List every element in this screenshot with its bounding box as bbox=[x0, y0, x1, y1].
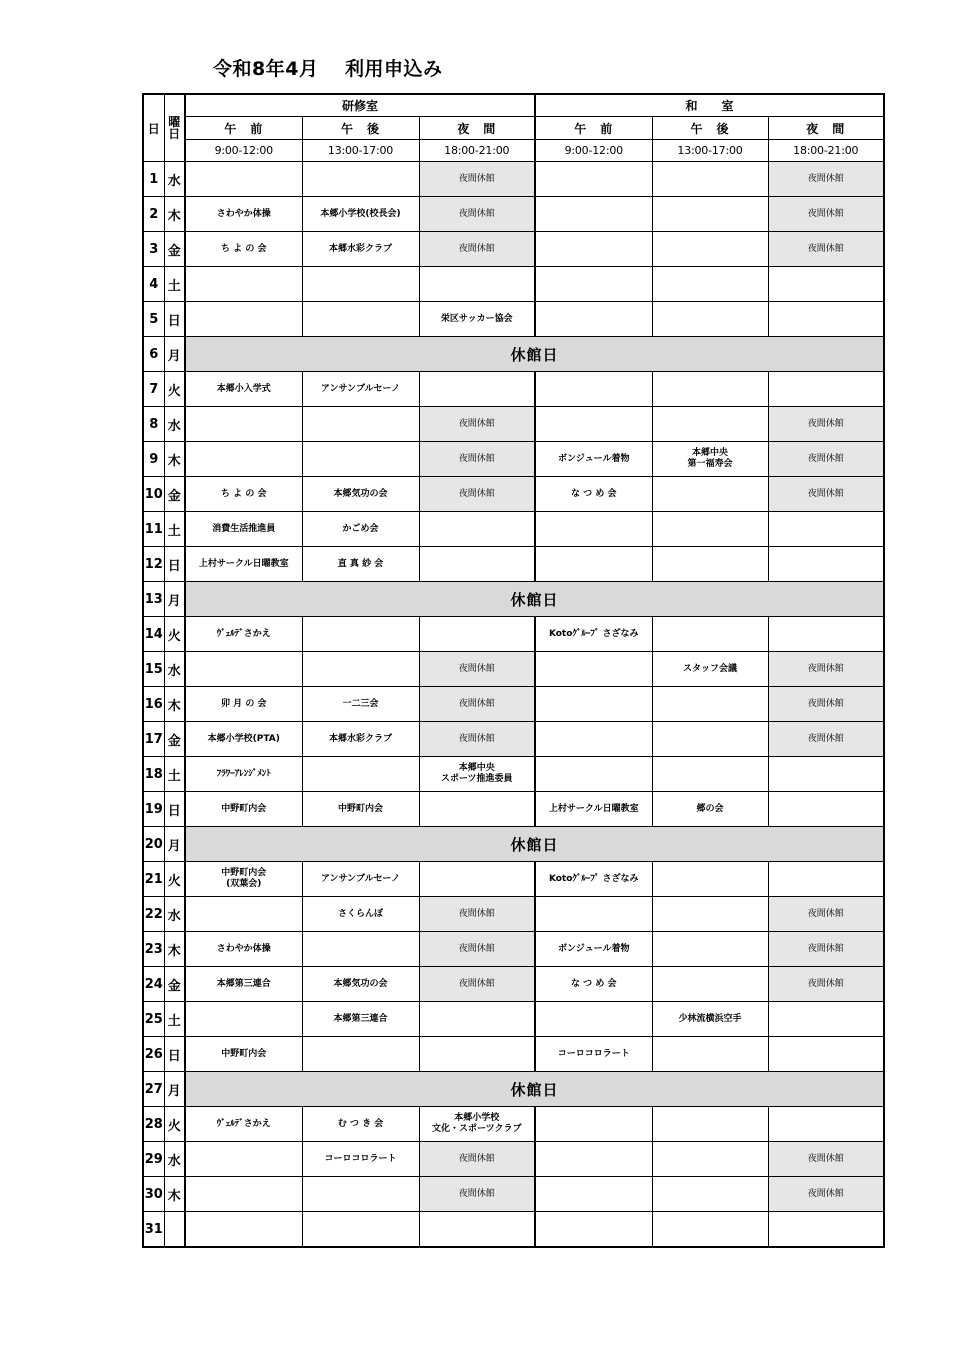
booking-cell bbox=[419, 267, 535, 302]
night-closed-cell: 夜間休館 bbox=[419, 232, 535, 267]
table-row bbox=[143, 1107, 884, 1142]
booking-cell bbox=[768, 617, 884, 652]
booking-cell bbox=[535, 407, 652, 442]
booking-cell bbox=[185, 1142, 302, 1177]
table-row bbox=[143, 232, 884, 267]
booking-cell bbox=[535, 1002, 652, 1037]
day-number: 3 bbox=[143, 232, 164, 267]
night-closed-cell: 夜間休館 bbox=[768, 1177, 884, 1212]
booking-cell bbox=[419, 617, 535, 652]
table-row bbox=[143, 1177, 884, 1212]
day-of-week: 水 bbox=[164, 1142, 185, 1177]
day-of-week: 土 bbox=[164, 267, 185, 302]
slot-header: 午 前 bbox=[185, 117, 302, 140]
booking-cell bbox=[652, 757, 768, 792]
booking-cell: コーロコロラート bbox=[302, 1142, 419, 1177]
day-of-week: 月 bbox=[164, 827, 185, 862]
booking-cell bbox=[419, 372, 535, 407]
booking-cell bbox=[768, 372, 884, 407]
slot-header: 午 後 bbox=[302, 117, 419, 140]
booking-cell bbox=[419, 792, 535, 827]
night-closed-cell: 夜間休館 bbox=[419, 442, 535, 477]
night-closed-cell: 夜間休館 bbox=[419, 687, 535, 722]
booking-cell bbox=[419, 547, 535, 582]
booking-cell bbox=[535, 232, 652, 267]
night-closed-cell: 夜間休館 bbox=[419, 197, 535, 232]
booking-cell bbox=[768, 267, 884, 302]
day-number: 26 bbox=[143, 1037, 164, 1072]
day-of-week bbox=[164, 1212, 185, 1248]
day-of-week: 土 bbox=[164, 512, 185, 547]
booking-cell: かごめ会 bbox=[302, 512, 419, 547]
night-closed-cell: 夜間休館 bbox=[768, 232, 884, 267]
table-row bbox=[143, 932, 884, 967]
booking-cell bbox=[768, 1107, 884, 1142]
booking-cell bbox=[419, 1037, 535, 1072]
header-dow-label: 曜日 bbox=[168, 115, 181, 141]
night-closed-cell: 夜間休館 bbox=[419, 967, 535, 1002]
booking-cell: スタッフ会議 bbox=[652, 652, 768, 687]
booking-cell bbox=[768, 1037, 884, 1072]
booking-cell: 本郷気功の会 bbox=[302, 477, 419, 512]
booking-cell bbox=[652, 302, 768, 337]
booking-cell bbox=[768, 547, 884, 582]
time-header: 18:00-21:00 bbox=[768, 140, 884, 162]
booking-cell: 中野町内会 bbox=[185, 1037, 302, 1072]
booking-cell: さわやか体操 bbox=[185, 932, 302, 967]
booking-cell: コーロコロラート bbox=[535, 1037, 652, 1072]
booking-cell bbox=[652, 1177, 768, 1212]
schedule-table bbox=[142, 93, 885, 1248]
night-closed-cell: 夜間休館 bbox=[768, 197, 884, 232]
day-of-week: 水 bbox=[164, 162, 185, 197]
booking-cell: 本郷水彩クラブ bbox=[302, 232, 419, 267]
day-number: 23 bbox=[143, 932, 164, 967]
day-of-week: 金 bbox=[164, 477, 185, 512]
booking-cell bbox=[652, 407, 768, 442]
day-number: 5 bbox=[143, 302, 164, 337]
booking-cell bbox=[535, 757, 652, 792]
booking-cell: ｳﾞｪﾙﾃﾞさかえ bbox=[185, 1107, 302, 1142]
header-dow bbox=[164, 94, 185, 162]
booking-cell bbox=[535, 547, 652, 582]
booking-cell bbox=[652, 862, 768, 897]
booking-cell bbox=[185, 897, 302, 932]
booking-cell bbox=[652, 197, 768, 232]
booking-cell bbox=[185, 407, 302, 442]
night-closed-cell: 夜間休館 bbox=[419, 162, 535, 197]
time-header: 9:00-12:00 bbox=[185, 140, 302, 162]
booking-cell: 本郷小入学式 bbox=[185, 372, 302, 407]
page-title: 令和8年4月 利用申込み bbox=[213, 58, 443, 80]
booking-cell bbox=[535, 267, 652, 302]
booking-cell bbox=[185, 1002, 302, 1037]
night-closed-cell: 夜間休館 bbox=[768, 967, 884, 1002]
booking-cell: さくらんぼ bbox=[302, 897, 419, 932]
table-row bbox=[143, 722, 884, 757]
night-closed-cell: 夜間休館 bbox=[768, 442, 884, 477]
booking-cell: な つ め 会 bbox=[535, 477, 652, 512]
table-row bbox=[143, 302, 884, 337]
night-closed-cell: 夜間休館 bbox=[768, 652, 884, 687]
day-of-week: 木 bbox=[164, 197, 185, 232]
time-header: 9:00-12:00 bbox=[535, 140, 652, 162]
day-of-week: 木 bbox=[164, 442, 185, 477]
night-closed-cell: 夜間休館 bbox=[419, 477, 535, 512]
slot-header: 夜 間 bbox=[419, 117, 535, 140]
table-row bbox=[143, 1002, 884, 1037]
day-of-week: 金 bbox=[164, 232, 185, 267]
booking-cell bbox=[652, 1212, 768, 1248]
booking-cell: 中野町内会 bbox=[185, 792, 302, 827]
booking-cell: 本郷気功の会 bbox=[302, 967, 419, 1002]
day-number: 19 bbox=[143, 792, 164, 827]
day-of-week: 火 bbox=[164, 862, 185, 897]
booking-cell bbox=[419, 862, 535, 897]
booking-cell: 本郷水彩クラブ bbox=[302, 722, 419, 757]
booking-cell bbox=[535, 1142, 652, 1177]
booking-cell bbox=[302, 407, 419, 442]
table-row bbox=[143, 547, 884, 582]
day-number: 22 bbox=[143, 897, 164, 932]
table-row bbox=[143, 1037, 884, 1072]
closed-day-cell: 休館日 bbox=[185, 337, 884, 372]
day-number: 4 bbox=[143, 267, 164, 302]
night-closed-cell: 夜間休館 bbox=[768, 477, 884, 512]
table-row bbox=[143, 337, 884, 372]
table-row bbox=[143, 162, 884, 197]
booking-cell bbox=[652, 267, 768, 302]
booking-cell: 本郷第三連合 bbox=[302, 1002, 419, 1037]
booking-cell bbox=[535, 687, 652, 722]
day-of-week: 月 bbox=[164, 337, 185, 372]
slot-header: 午 前 bbox=[535, 117, 652, 140]
day-of-week: 日 bbox=[164, 547, 185, 582]
day-number: 1 bbox=[143, 162, 164, 197]
table-row bbox=[143, 652, 884, 687]
booking-cell bbox=[652, 967, 768, 1002]
day-number: 29 bbox=[143, 1142, 164, 1177]
booking-cell: 郷の会 bbox=[652, 792, 768, 827]
booking-cell bbox=[768, 302, 884, 337]
day-number: 12 bbox=[143, 547, 164, 582]
table-row bbox=[143, 267, 884, 302]
booking-cell bbox=[535, 1212, 652, 1248]
booking-cell: 本郷第三連合 bbox=[185, 967, 302, 1002]
slot-header: 午 後 bbox=[652, 117, 768, 140]
booking-cell bbox=[185, 1177, 302, 1212]
booking-cell bbox=[302, 267, 419, 302]
booking-cell: ボンジュール着物 bbox=[535, 442, 652, 477]
day-of-week: 土 bbox=[164, 1002, 185, 1037]
table-row bbox=[143, 862, 884, 897]
booking-cell bbox=[302, 442, 419, 477]
day-of-week: 日 bbox=[164, 792, 185, 827]
booking-cell bbox=[535, 197, 652, 232]
booking-cell: 一二三会 bbox=[302, 687, 419, 722]
booking-cell: アンサンブルセーノ bbox=[302, 372, 419, 407]
day-number: 14 bbox=[143, 617, 164, 652]
booking-cell bbox=[535, 1107, 652, 1142]
booking-cell bbox=[302, 162, 419, 197]
booking-cell: な つ め 会 bbox=[535, 967, 652, 1002]
day-of-week: 木 bbox=[164, 932, 185, 967]
room-header-washitsu: 和 室 bbox=[535, 94, 884, 117]
table-row bbox=[143, 687, 884, 722]
booking-cell bbox=[419, 1212, 535, 1248]
day-number: 17 bbox=[143, 722, 164, 757]
table-row bbox=[143, 407, 884, 442]
booking-cell: ﾌﾗﾜｰｱﾚﾝｼﾞﾒﾝﾄ bbox=[185, 757, 302, 792]
day-of-week: 金 bbox=[164, 967, 185, 1002]
night-closed-cell: 夜間休館 bbox=[768, 722, 884, 757]
booking-cell bbox=[652, 477, 768, 512]
night-closed-cell: 夜間休館 bbox=[419, 722, 535, 757]
booking-cell bbox=[652, 1142, 768, 1177]
table-row bbox=[143, 897, 884, 932]
night-closed-cell: 夜間休館 bbox=[768, 162, 884, 197]
day-of-week: 火 bbox=[164, 372, 185, 407]
night-closed-cell: 夜間休館 bbox=[768, 932, 884, 967]
booking-cell: む つ き 会 bbox=[302, 1107, 419, 1142]
booking-cell bbox=[652, 372, 768, 407]
table-row bbox=[143, 442, 884, 477]
day-number: 31 bbox=[143, 1212, 164, 1248]
booking-cell: 中野町内会 (双葉会) bbox=[185, 862, 302, 897]
booking-cell bbox=[768, 792, 884, 827]
booking-cell bbox=[652, 547, 768, 582]
night-closed-cell: 夜間休館 bbox=[419, 897, 535, 932]
day-of-week: 金 bbox=[164, 722, 185, 757]
day-of-week: 水 bbox=[164, 652, 185, 687]
day-of-week: 日 bbox=[164, 302, 185, 337]
booking-cell: 直 真 紗 会 bbox=[302, 547, 419, 582]
day-number: 2 bbox=[143, 197, 164, 232]
day-number: 6 bbox=[143, 337, 164, 372]
night-closed-cell: 夜間休館 bbox=[768, 897, 884, 932]
booking-cell bbox=[535, 652, 652, 687]
table-row bbox=[143, 827, 884, 862]
booking-cell bbox=[302, 302, 419, 337]
header-day: 日 bbox=[143, 94, 164, 162]
booking-cell: 本郷小学校 文化・スポーツクラブ bbox=[419, 1107, 535, 1142]
day-of-week: 火 bbox=[164, 617, 185, 652]
booking-cell bbox=[768, 1002, 884, 1037]
booking-cell: 消費生活推進員 bbox=[185, 512, 302, 547]
table-row bbox=[143, 512, 884, 547]
day-number: 11 bbox=[143, 512, 164, 547]
booking-cell bbox=[535, 897, 652, 932]
day-number: 27 bbox=[143, 1072, 164, 1107]
booking-cell bbox=[302, 757, 419, 792]
booking-cell bbox=[535, 162, 652, 197]
booking-cell bbox=[652, 1037, 768, 1072]
day-number: 25 bbox=[143, 1002, 164, 1037]
booking-cell bbox=[768, 512, 884, 547]
booking-cell: 本郷小学校(校長会) bbox=[302, 197, 419, 232]
booking-cell bbox=[652, 687, 768, 722]
booking-cell bbox=[768, 757, 884, 792]
time-header: 13:00-17:00 bbox=[302, 140, 419, 162]
table-row bbox=[143, 1072, 884, 1107]
booking-cell bbox=[302, 1037, 419, 1072]
booking-cell: 上村サークル日曜教室 bbox=[185, 547, 302, 582]
booking-cell bbox=[652, 232, 768, 267]
booking-cell bbox=[302, 652, 419, 687]
table-row bbox=[143, 477, 884, 512]
booking-cell: さわやか体操 bbox=[185, 197, 302, 232]
night-closed-cell: 夜間休館 bbox=[768, 407, 884, 442]
room-header-kenshu: 研修室 bbox=[185, 94, 535, 117]
booking-cell: 上村サークル日曜教室 bbox=[535, 792, 652, 827]
booking-cell bbox=[185, 162, 302, 197]
booking-cell: 本郷小学校(PTA) bbox=[185, 722, 302, 757]
night-closed-cell: 夜間休館 bbox=[419, 1142, 535, 1177]
day-of-week: 火 bbox=[164, 1107, 185, 1142]
day-of-week: 水 bbox=[164, 407, 185, 442]
day-number: 9 bbox=[143, 442, 164, 477]
table-row bbox=[143, 1212, 884, 1248]
booking-cell: 本郷中央 第一福寿会 bbox=[652, 442, 768, 477]
booking-cell bbox=[652, 722, 768, 757]
day-of-week: 水 bbox=[164, 897, 185, 932]
booking-cell bbox=[302, 1212, 419, 1248]
day-number: 8 bbox=[143, 407, 164, 442]
closed-day-cell: 休館日 bbox=[185, 582, 884, 617]
day-number: 7 bbox=[143, 372, 164, 407]
day-number: 21 bbox=[143, 862, 164, 897]
table-row bbox=[143, 372, 884, 407]
table-row bbox=[143, 757, 884, 792]
booking-cell bbox=[185, 267, 302, 302]
night-closed-cell: 夜間休館 bbox=[768, 687, 884, 722]
day-number: 24 bbox=[143, 967, 164, 1002]
table-row bbox=[143, 967, 884, 1002]
night-closed-cell: 夜間休館 bbox=[419, 407, 535, 442]
booking-cell bbox=[185, 1212, 302, 1248]
booking-cell bbox=[535, 512, 652, 547]
day-number: 18 bbox=[143, 757, 164, 792]
booking-cell bbox=[185, 652, 302, 687]
time-header: 13:00-17:00 bbox=[652, 140, 768, 162]
day-number: 20 bbox=[143, 827, 164, 862]
booking-cell: 少林流横浜空手 bbox=[652, 1002, 768, 1037]
booking-cell bbox=[185, 302, 302, 337]
booking-cell: ボンジュール着物 bbox=[535, 932, 652, 967]
table-row bbox=[143, 792, 884, 827]
booking-cell: 卯 月 の 会 bbox=[185, 687, 302, 722]
booking-cell bbox=[302, 617, 419, 652]
night-closed-cell: 夜間休館 bbox=[419, 652, 535, 687]
booking-cell bbox=[535, 372, 652, 407]
booking-cell bbox=[185, 442, 302, 477]
day-of-week: 木 bbox=[164, 1177, 185, 1212]
table-row bbox=[143, 582, 884, 617]
booking-cell bbox=[768, 862, 884, 897]
day-number: 28 bbox=[143, 1107, 164, 1142]
day-number: 15 bbox=[143, 652, 164, 687]
booking-cell: Kotoｸﾞﾙｰﾌﾟ さざなみ bbox=[535, 617, 652, 652]
closed-day-cell: 休館日 bbox=[185, 827, 884, 862]
booking-cell bbox=[419, 512, 535, 547]
night-closed-cell: 夜間休館 bbox=[768, 1142, 884, 1177]
booking-cell: アンサンブルセーノ bbox=[302, 862, 419, 897]
schedule-body bbox=[143, 162, 884, 1248]
booking-cell: Kotoｸﾞﾙｰﾌﾟ さざなみ bbox=[535, 862, 652, 897]
day-of-week: 日 bbox=[164, 1037, 185, 1072]
table-row bbox=[143, 617, 884, 652]
closed-day-cell: 休館日 bbox=[185, 1072, 884, 1107]
booking-cell bbox=[652, 512, 768, 547]
day-of-week: 月 bbox=[164, 1072, 185, 1107]
booking-cell bbox=[652, 162, 768, 197]
table-row bbox=[143, 1142, 884, 1177]
night-closed-cell: 夜間休館 bbox=[419, 1177, 535, 1212]
booking-cell: ち よ の 会 bbox=[185, 232, 302, 267]
table-row bbox=[143, 197, 884, 232]
time-header: 18:00-21:00 bbox=[419, 140, 535, 162]
day-number: 30 bbox=[143, 1177, 164, 1212]
day-of-week: 木 bbox=[164, 687, 185, 722]
booking-cell bbox=[652, 897, 768, 932]
booking-cell: ち よ の 会 bbox=[185, 477, 302, 512]
slot-header: 夜 間 bbox=[768, 117, 884, 140]
booking-cell: 栄区サッカー協会 bbox=[419, 302, 535, 337]
day-number: 13 bbox=[143, 582, 164, 617]
booking-cell bbox=[535, 722, 652, 757]
booking-cell bbox=[302, 1177, 419, 1212]
day-of-week: 土 bbox=[164, 757, 185, 792]
booking-cell: 中野町内会 bbox=[302, 792, 419, 827]
booking-cell bbox=[768, 1212, 884, 1248]
booking-cell: 本郷中央 スポーツ推進委員 bbox=[419, 757, 535, 792]
day-number: 10 bbox=[143, 477, 164, 512]
booking-cell bbox=[302, 932, 419, 967]
day-of-week: 月 bbox=[164, 582, 185, 617]
booking-cell: ｳﾞｪﾙﾃﾞさかえ bbox=[185, 617, 302, 652]
day-number: 16 bbox=[143, 687, 164, 722]
booking-cell bbox=[419, 1002, 535, 1037]
booking-cell bbox=[652, 932, 768, 967]
booking-cell bbox=[652, 617, 768, 652]
booking-cell bbox=[535, 302, 652, 337]
booking-cell bbox=[535, 1177, 652, 1212]
night-closed-cell: 夜間休館 bbox=[419, 932, 535, 967]
booking-cell bbox=[652, 1107, 768, 1142]
